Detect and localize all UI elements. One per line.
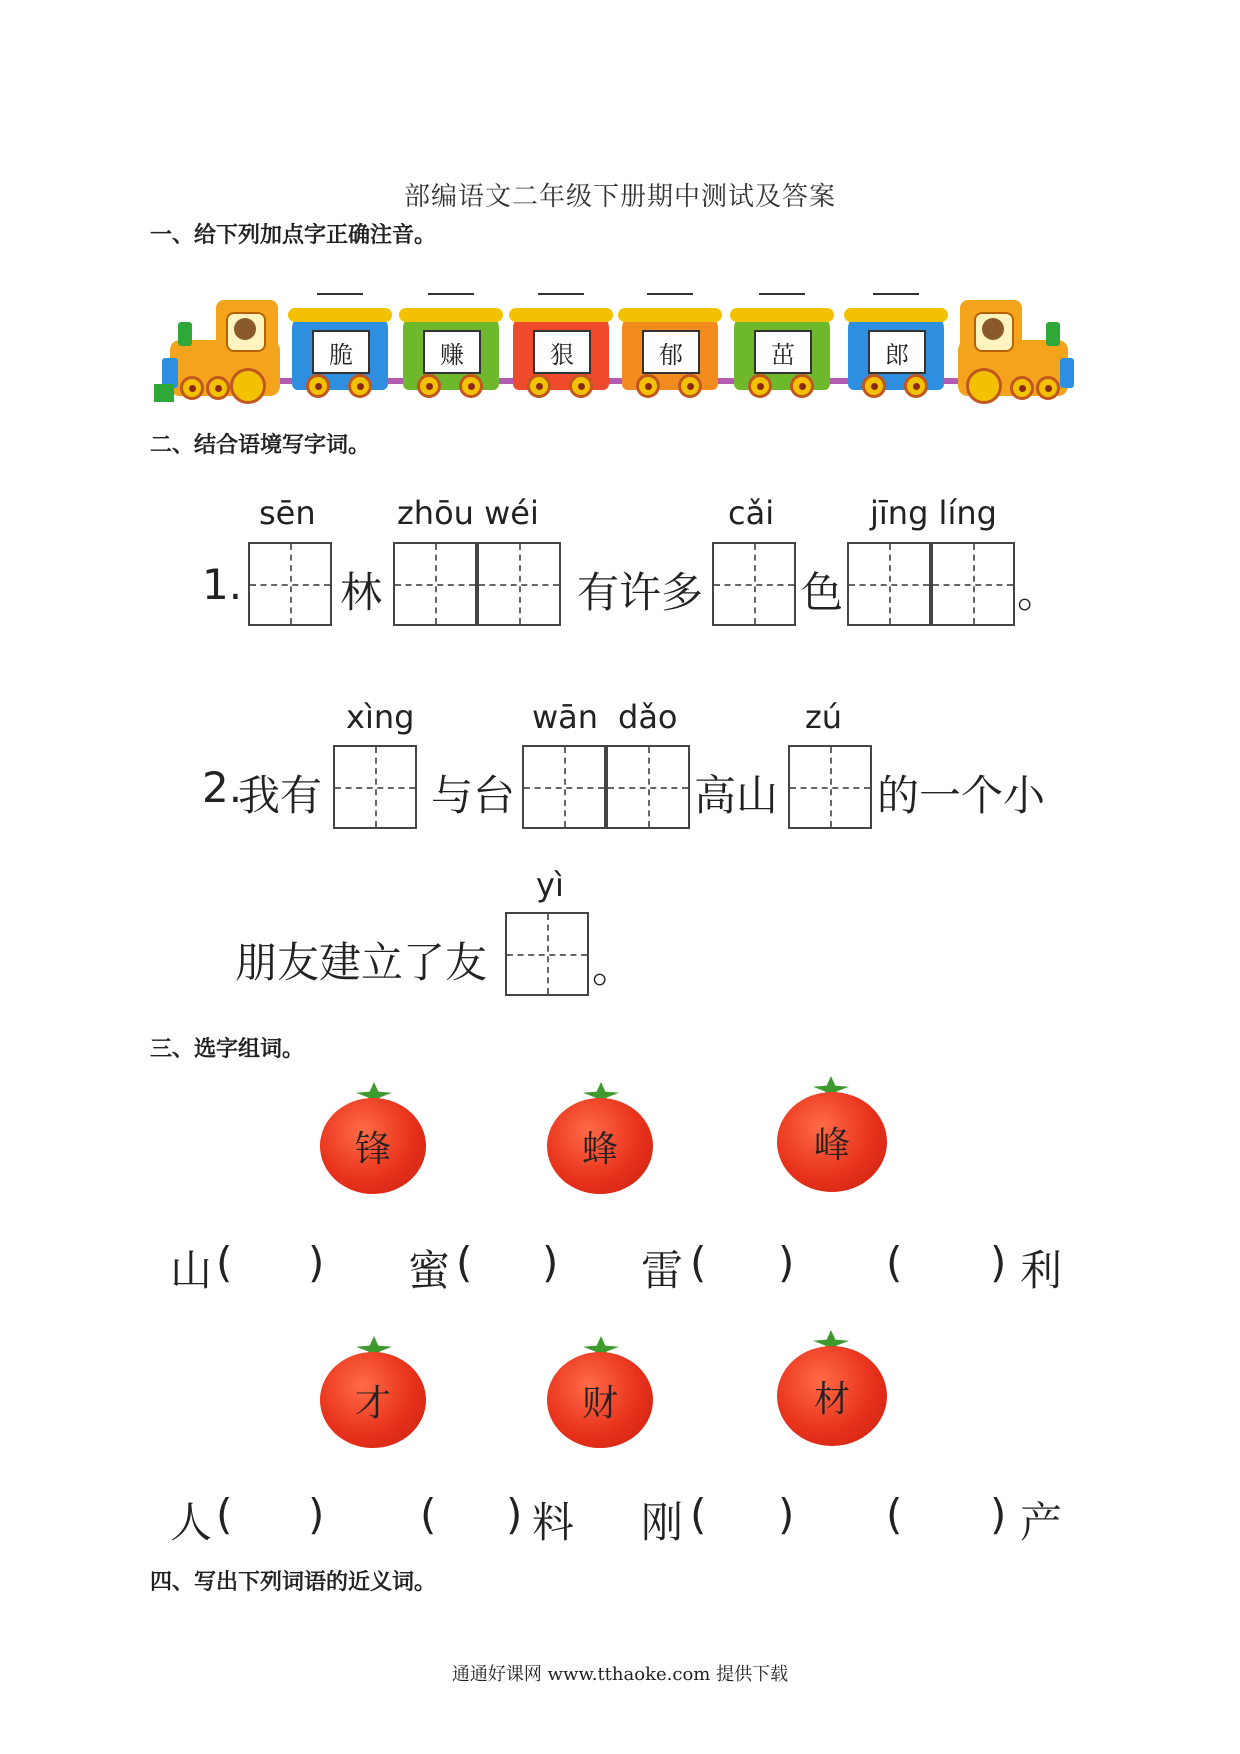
paren-close: )	[308, 1238, 325, 1287]
question-number: 1.	[202, 560, 243, 609]
writing-grid[interactable]	[847, 542, 931, 626]
section-2-heading: 二、结合语境写字词。	[150, 433, 371, 458]
train-car-char: 郎	[868, 330, 926, 374]
train-car-4	[622, 314, 718, 390]
paren-open: (	[886, 1490, 903, 1539]
engine-right-icon	[958, 296, 1078, 406]
pinyin-label: zú	[805, 698, 843, 736]
word-stem: 雷	[641, 1246, 684, 1295]
paren-open: (	[886, 1238, 903, 1287]
train-car-char: 茁	[754, 330, 812, 374]
paren-open: (	[216, 1238, 233, 1287]
tomato-char: 财	[547, 1352, 653, 1448]
tomato-char: 材	[777, 1346, 887, 1446]
tomato-card[interactable]	[547, 1336, 653, 1448]
paren-close: )	[778, 1238, 795, 1287]
word-stem: 人	[170, 1498, 213, 1547]
writing-grid[interactable]	[505, 912, 589, 996]
tomato-char: 锋	[320, 1098, 426, 1194]
word-stem: 利	[1020, 1246, 1063, 1295]
question-text: 的一个小	[877, 771, 1046, 820]
page-footer: 通通好课网 www.tthaoke.com 提供下载	[451, 1664, 789, 1685]
train-car-5	[734, 314, 830, 390]
train-car-char: 郁	[642, 330, 700, 374]
question-text: 高山	[694, 771, 779, 820]
word-stem: 料	[532, 1498, 575, 1547]
question-text: 色	[801, 568, 844, 617]
tomato-card[interactable]	[547, 1082, 653, 1194]
question-text: 有许多	[577, 568, 704, 617]
writing-grid[interactable]	[712, 542, 796, 626]
word-stem: 蜜	[408, 1246, 451, 1295]
word-stem: 产	[1020, 1498, 1063, 1547]
question-text: 我有	[238, 771, 323, 820]
tomato-card[interactable]	[320, 1336, 426, 1448]
tomato-char: 蜂	[547, 1098, 653, 1194]
tomato-card[interactable]	[320, 1082, 426, 1194]
paren-close: )	[778, 1490, 795, 1539]
paren-open: (	[690, 1490, 707, 1539]
section-1-heading: 一、给下列加点字正确注音。	[150, 223, 437, 248]
pinyin-label: yì	[536, 866, 564, 904]
answer-blank[interactable]	[759, 293, 805, 295]
paren-close: )	[506, 1490, 523, 1539]
answer-blank[interactable]	[317, 293, 363, 295]
pinyin-label: cǎi	[728, 494, 775, 532]
tomato-char: 才	[320, 1352, 426, 1448]
train-car-1	[292, 314, 388, 390]
paren-close: )	[542, 1238, 559, 1287]
writing-grid[interactable]	[248, 542, 332, 626]
word-stem: 山	[170, 1246, 213, 1295]
paren-close: )	[990, 1238, 1007, 1287]
question-text: 林	[340, 568, 383, 617]
writing-grid[interactable]	[788, 745, 872, 829]
writing-grid[interactable]	[477, 542, 561, 626]
paren-open: (	[456, 1238, 473, 1287]
train-car-char: 狠	[533, 330, 591, 374]
pinyin-label: sēn	[259, 494, 316, 532]
section-4-heading: 四、写出下列词语的近义词。	[150, 1570, 437, 1595]
question-text: 朋友建立了友	[235, 938, 488, 987]
paren-open: (	[216, 1490, 233, 1539]
train-car-6	[848, 314, 944, 390]
writing-grid[interactable]	[931, 542, 1015, 626]
pinyin-label: wān	[532, 698, 599, 736]
tomato-char: 峰	[777, 1092, 887, 1192]
answer-blank[interactable]	[538, 293, 584, 295]
tomato-card[interactable]	[775, 1076, 887, 1194]
writing-grid[interactable]	[333, 745, 417, 829]
question-text: 。	[592, 943, 635, 992]
section-3-heading: 三、选字组词。	[150, 1037, 305, 1062]
question-text: 与台	[431, 771, 516, 820]
train-car-char: 赚	[423, 330, 481, 374]
pinyin-label: xìng	[346, 698, 415, 736]
train-car-char: 脆	[312, 330, 370, 374]
paren-open: (	[690, 1238, 707, 1287]
train-car-3	[513, 314, 609, 390]
writing-grid[interactable]	[393, 542, 477, 626]
document-title: 部编语文二年级下册期中测试及答案	[403, 182, 836, 212]
writing-grid[interactable]	[522, 745, 606, 829]
pinyin-label: dǎo	[618, 698, 678, 736]
answer-blank[interactable]	[647, 293, 693, 295]
train-car-2	[403, 314, 499, 390]
paren-close: )	[308, 1490, 325, 1539]
train-illustration	[0, 260, 1240, 410]
question-text: 。	[1017, 568, 1060, 617]
word-stem: 刚	[641, 1498, 684, 1547]
engine-left-icon	[160, 296, 280, 406]
pinyin-label: zhōu wéi	[397, 494, 539, 532]
answer-blank[interactable]	[873, 293, 919, 295]
paren-open: (	[420, 1490, 437, 1539]
writing-grid[interactable]	[606, 745, 690, 829]
paren-close: )	[990, 1490, 1007, 1539]
tomato-card[interactable]	[775, 1330, 887, 1448]
pinyin-label: jīng líng	[870, 494, 997, 532]
question-number: 2.	[202, 763, 243, 812]
answer-blank[interactable]	[428, 293, 474, 295]
